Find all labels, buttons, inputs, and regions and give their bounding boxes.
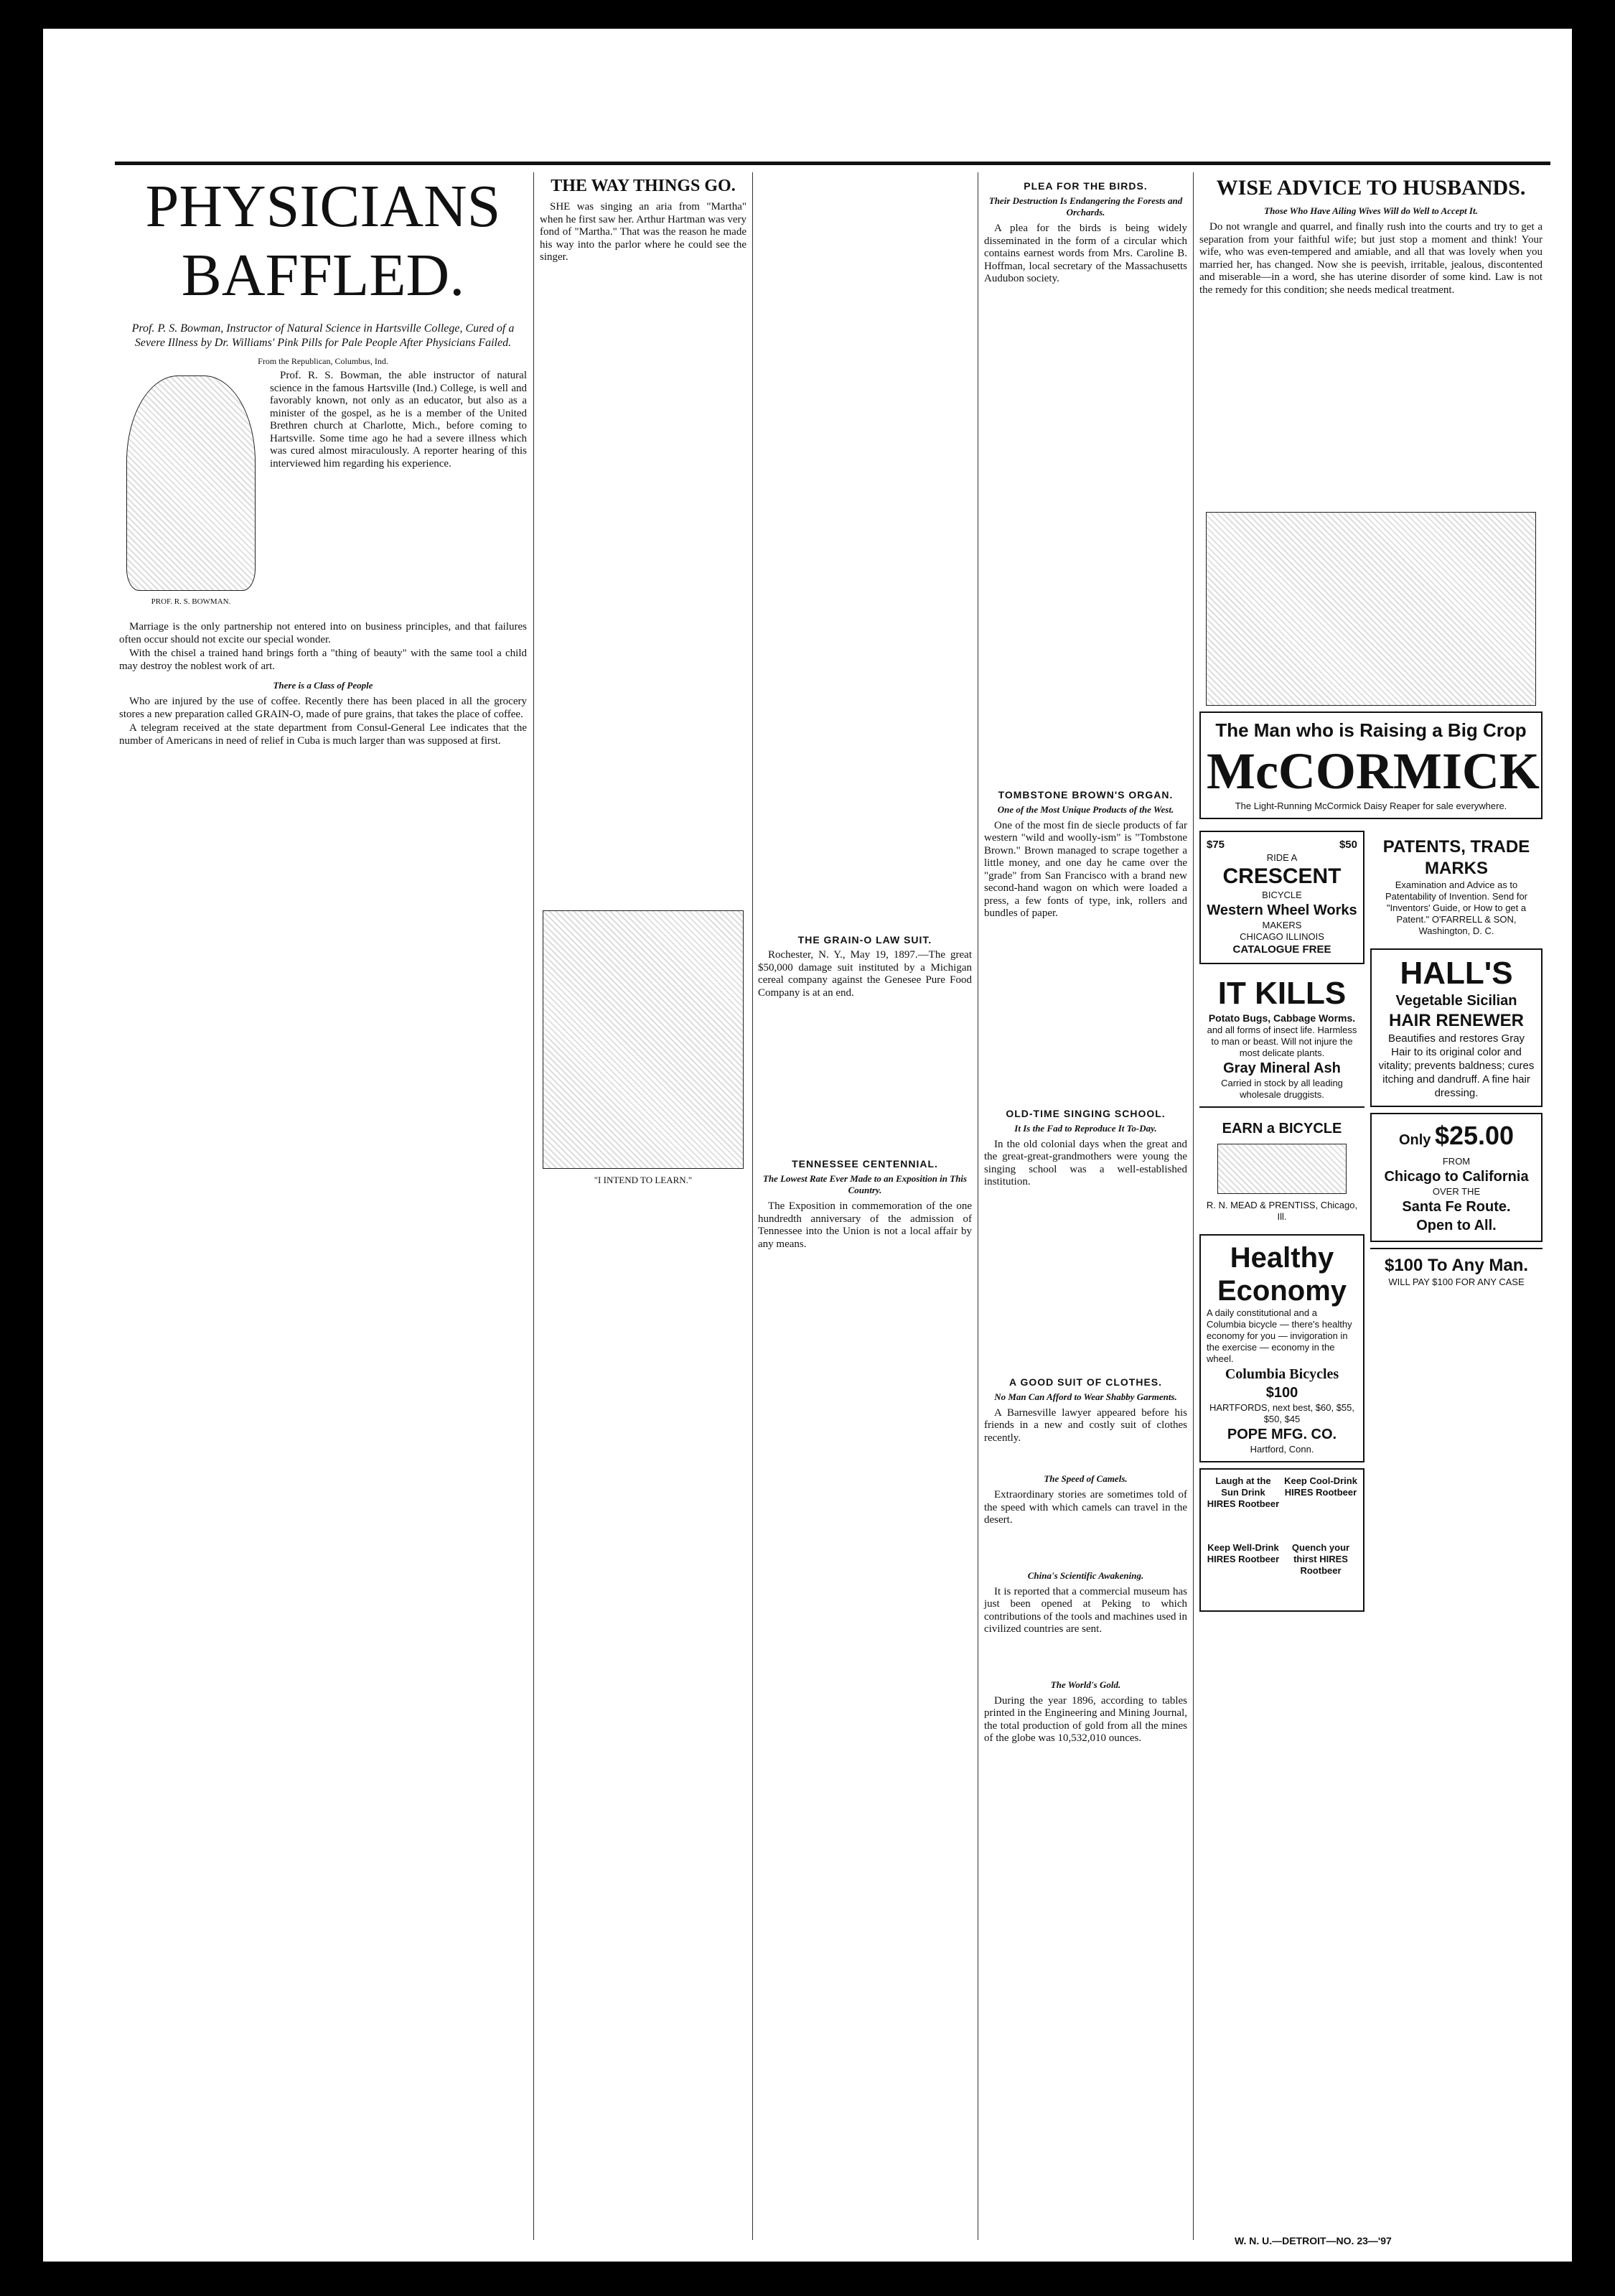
- ad-text: CHICAGO ILLINOIS: [1240, 931, 1324, 942]
- ad-text: MAKERS: [1262, 920, 1302, 930]
- price: $25.00: [1434, 1121, 1515, 1150]
- price: $75: [1207, 839, 1225, 851]
- ad-text: CATALOGUE FREE: [1232, 943, 1331, 956]
- ad-title: IT KILLS: [1217, 976, 1347, 1011]
- ad-text: HAIR RENEWER: [1388, 1011, 1524, 1030]
- dinner-illustration: [1206, 512, 1536, 706]
- subheading: One of the Most Unique Products of the West.: [997, 803, 1174, 815]
- ad-text: POPE MFG. CO.: [1227, 1427, 1337, 1442]
- paragraph: A telegram received at the state department from Consul-General Lee indicates that the number of Americans in need of relief in Cuba is much larger than was supposed at first.: [119, 722, 527, 747]
- paragraph: Who are injured by the use of coffee. Recently there has been placed in all the grocery stores a new preparation called GRAIN-O, made of pure grains, that takes the place of coffee.: [119, 696, 527, 720]
- price: $100: [1265, 1385, 1298, 1401]
- ad-title: Healthy: [1230, 1242, 1334, 1274]
- subheading: The Lowest Rate Ever Made to an Exposition in This Country.: [762, 1173, 968, 1195]
- ad-text: Quench your thirst HIRES Rootbeer: [1291, 1542, 1350, 1576]
- crescent-bicycle-ad: [1199, 831, 1364, 964]
- ad-text: Gray Mineral Ash: [1223, 1060, 1341, 1076]
- ad-text: Only: [1398, 1132, 1431, 1148]
- article-body: Prof. R. S. Bowman, the able instructor of natural science in the famous Hartsville (Ind.) College, is well and favorably known, not only as an educator, but also as a minister of the gospel, as he is a member of the United Brethren church at Charlotte, Mich., before coming to Hartsville. Some time ago he had a severe illness which was cured almost miraculously. A reporter hearing of this interviewed him regarding his experience.: [270, 370, 527, 470]
- column-divider: [533, 172, 534, 2240]
- paragraph: One of the most fin de siecle products of far western "wild and woolly-ism" is "Tombstone Brown." Brown managed to scrape together a little money, and one day he came over the "grade" from San Francisco with a brand new second-hand wagon on which were loaded a press, a few fonts of type, ink, rollers and bundles of paper.: [984, 819, 1187, 919]
- article-body: Do not wrangle and quarrel, and finally rush into the courts and try to get a separation from your faithful wife; but just stop a moment and think! Your wife, who was even-tempered and amiable, and all that was lovely when you married her, has changed. Now she is peevish, irritable, jealous, discontented and miserable—in a word, she has uterine disorder of some kind. Law is not the remedy for this condition; she needs medical treatment.: [1199, 221, 1543, 296]
- subheading: The World's Gold.: [1050, 1679, 1121, 1690]
- top-rule: [115, 162, 1550, 165]
- bicycle-illustration: [1217, 1144, 1347, 1194]
- column-way-things-go: [535, 172, 751, 1186]
- headline-way-things-go: THE WAY THINGS GO.: [551, 177, 736, 195]
- mccormick-ad: [1199, 711, 1543, 819]
- ad-text: Santa Fe Route.: [1402, 1199, 1511, 1215]
- headline-physicians-baffled: PHYSICIANS BAFFLED.: [145, 173, 501, 309]
- ad-title: The Man who is Raising a Big Crop: [1215, 719, 1527, 741]
- patents-ad: [1370, 831, 1543, 943]
- subheading: China's Scientific Awakening.: [1027, 1569, 1144, 1581]
- ad-text: A daily constitutional and a Columbia bicycle — there's healthy economy for you — invigoration in the exercise — economy in the wheel.: [1207, 1307, 1352, 1364]
- portrait-illustration: [126, 375, 256, 591]
- illustration-caption: "I INTEND TO LEARN.": [594, 1174, 693, 1185]
- paragraph: Marriage is the only partnership not entered into on business principles, and that failures often occur should not excite our special wonder.: [119, 621, 527, 645]
- ad-text: OVER THE: [1432, 1186, 1481, 1197]
- ad-text: BICYCLE: [1262, 890, 1302, 900]
- paragraph: Rochester, N. Y., May 19, 1897.—The great $50,000 damage suit instituted by a Michigan cereal company against the Genesee Pure Food Company is at an end.: [758, 949, 972, 999]
- paragraph: A plea for the birds is being widely disseminated in the form of a circular which contains earnest words from Mrs. Caroline B. Hoffman, local secretary of the Massachusetts Audubon society.: [984, 223, 1187, 284]
- ad-tagline: The Light-Running McCormick Daisy Reaper for sale everywhere.: [1235, 801, 1507, 811]
- columbia-ad: [1199, 1234, 1364, 1462]
- ad-text: and all forms of insect life. Harmless to man or beast. Will not injure the most delicate plants.: [1207, 1025, 1357, 1058]
- subheading: It Is the Fad to Reproduce It To-Day.: [1014, 1122, 1157, 1134]
- newspaper-page: [43, 29, 1572, 2262]
- ad-text: R. N. MEAD & PRENTISS, Chicago, Ill.: [1206, 1200, 1358, 1222]
- ad-title: EARN a BICYCLE: [1222, 1121, 1342, 1137]
- section-heading: PLEA FOR THE BIRDS.: [1024, 180, 1148, 192]
- section-heading: THE GRAIN-O LAW SUIT.: [797, 934, 932, 946]
- hires-rootbeer-ad: [1199, 1468, 1364, 1612]
- headline-wise-advice: WISE ADVICE TO HUSBANDS.: [1216, 176, 1526, 200]
- ad-text: HARTFORDS, next best, $60, $55, $50, $45: [1209, 1402, 1355, 1424]
- column-ads: [1195, 172, 1547, 1618]
- source-line: From the Republican, Columbus, Ind.: [258, 356, 388, 366]
- footer-line: W. N. U.—DETROIT—NO. 23—'97: [1235, 2235, 1392, 2246]
- ad-brand: CRESCENT: [1222, 864, 1342, 888]
- ad-text: Examination and Advice as to Patentability of Invention. Send for "Inventors' Guide, or How to get a Patent." O'FARRELL & SON, Washington, D. C.: [1385, 879, 1527, 936]
- ad-text: WILL PAY $100 FOR ANY CASE: [1388, 1277, 1525, 1287]
- price: $50: [1339, 839, 1357, 851]
- ad-text: Carried in stock by all leading wholesale druggists.: [1221, 1078, 1343, 1100]
- subheading: No Man Can Afford to Wear Shabby Garments.: [994, 1391, 1177, 1402]
- column-birds: [980, 172, 1192, 1747]
- earn-bicycle-ad: [1199, 1114, 1364, 1228]
- paragraph: With the chisel a trained hand brings forth a "thing of beauty" with the same tool a child may destroy the noblest work of art.: [119, 648, 527, 672]
- ad-title: $100 To Any Man.: [1384, 1256, 1529, 1275]
- california-ad: [1370, 1113, 1543, 1242]
- it-kills-ad: [1199, 970, 1364, 1108]
- ad-brand: Columbia Bicycles: [1225, 1366, 1339, 1382]
- paragraph: Extraordinary stories are sometimes told of the speed with which camels can travel in the desert.: [984, 1489, 1187, 1526]
- portrait-caption: PROF. R. S. BOWMAN.: [151, 597, 231, 606]
- ad-text: Keep Well-Drink HIRES Rootbeer: [1207, 1542, 1280, 1564]
- section-heading: OLD-TIME SINGING SCHOOL.: [1006, 1107, 1166, 1119]
- column-divider: [752, 172, 753, 2240]
- ad-text: Vegetable Sicilian: [1395, 993, 1517, 1009]
- ad-title: HALL'S: [1400, 956, 1513, 991]
- ad-title: PATENTS, TRADE MARKS: [1382, 837, 1530, 878]
- section-heading: TENNESSEE CENTENNIAL.: [792, 1158, 938, 1170]
- story-illustration: [543, 910, 744, 1169]
- hundred-dollar-ad: [1370, 1248, 1543, 1294]
- paragraph: In the old colonial days when the great and the great-great-grandmothers were young the singing school was a well-established institution.: [984, 1138, 1187, 1187]
- column-physicians: [115, 172, 531, 749]
- paragraph: A Barnesville lawyer appeared before his friends in a new and costly suit of clothes recently.: [984, 1406, 1187, 1444]
- column-divider: [1193, 172, 1194, 2240]
- paragraph: During the year 1896, according to tables printed in the Engineering and Mining Journal, the total production of gold from all the mines of the globe was 10,532,010 ounces.: [984, 1694, 1187, 1744]
- article-body: SHE was singing an aria from "Martha" when he first saw her. Arthur Hartman was very fond of "Martha." That was the reason he made his way into the parlor where he could see the singer.: [540, 201, 746, 263]
- ad-text: Hartford, Conn.: [1250, 1444, 1314, 1455]
- ad-text: Keep Cool-Drink HIRES Rootbeer: [1284, 1475, 1357, 1498]
- subhead: Prof. P. S. Bowman, Instructor of Natural Science in Hartsville College, Cured of a Severe Illness by Dr. Williams' Pink Pills for Pale People After Physicians Failed.: [131, 322, 515, 349]
- ad-text: Potato Bugs, Cabbage Worms.: [1208, 1012, 1356, 1024]
- halls-hair-renewer-ad: [1370, 948, 1543, 1107]
- ad-maker: Western Wheel Works: [1207, 902, 1357, 918]
- paragraph: The Exposition in commemoration of the one hundredth anniversary of the admission of Tennessee into the Union is not a local affair by any means.: [758, 1200, 972, 1250]
- section-heading: There is a Class of People: [273, 680, 373, 691]
- section-heading: TOMBSTONE BROWN'S ORGAN.: [998, 788, 1174, 801]
- ad-text: Beautifies and restores Gray Hair to its original color and vitality; prevents baldness; cures itching and dandruff. A fine hair dressing.: [1378, 1032, 1535, 1099]
- ad-title: Chicago to California: [1384, 1169, 1529, 1185]
- subheading: Those Who Have Ailing Wives Will do Well to Accept It.: [1264, 205, 1478, 216]
- ad-title: Economy: [1217, 1275, 1347, 1307]
- ad-text: Open to All.: [1416, 1218, 1497, 1233]
- subheading: Their Destruction Is Endangering the Forests and Orchards.: [988, 195, 1183, 218]
- section-heading: A GOOD SUIT OF CLOTHES.: [1008, 1376, 1163, 1388]
- ad-text: Laugh at the Sun Drink HIRES Rootbeer: [1207, 1475, 1280, 1509]
- ad-brand: McCORMICK: [1207, 742, 1540, 800]
- column-3: [754, 172, 976, 1252]
- ad-text: RIDE A: [1266, 852, 1298, 863]
- paragraph: It is reported that a commercial museum has just been opened at Peking to which contributions of the tools and machines used in civilized countries are sent.: [984, 1585, 1187, 1635]
- subheading: The Speed of Camels.: [1044, 1473, 1128, 1484]
- ad-text: FROM: [1442, 1156, 1471, 1167]
